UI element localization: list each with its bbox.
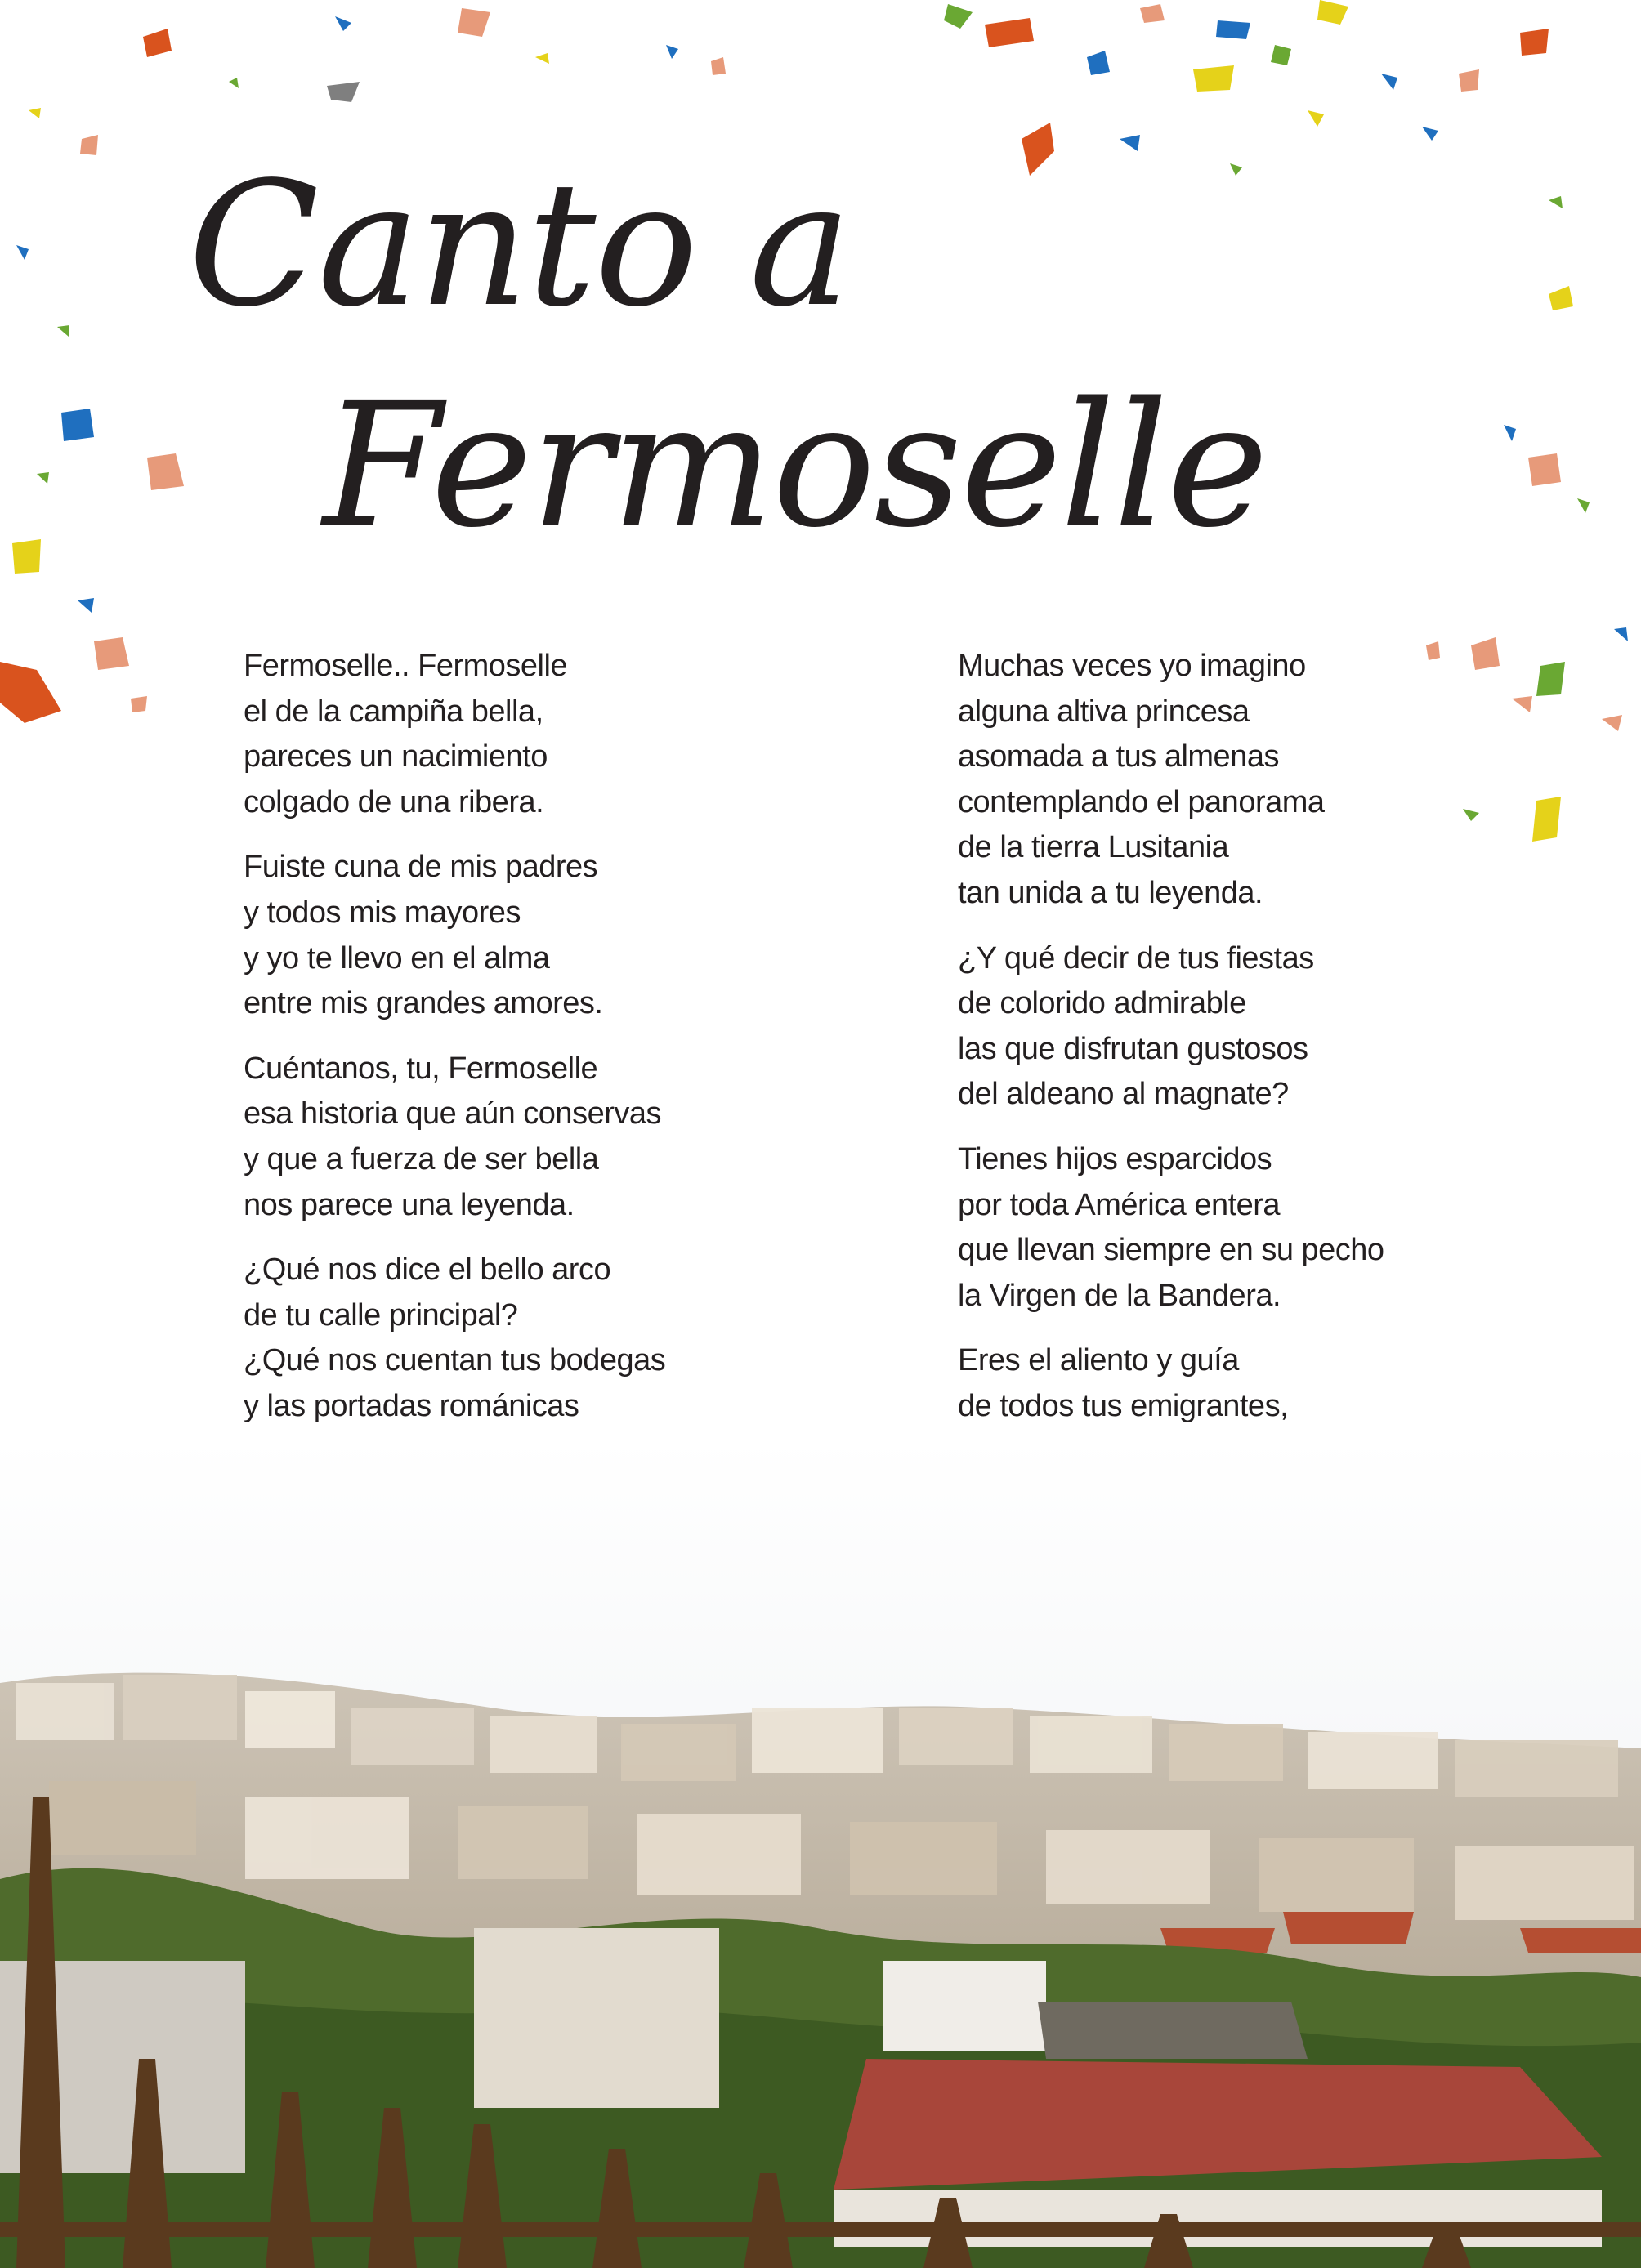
poem-line: de la tierra Lusitania [958,830,1229,865]
poem-line: y yo te llevo en el alma [244,940,550,976]
stanza [244,644,865,825]
stanza [958,644,1579,917]
poem-line: Fermoselle.. Fermoselle [244,649,568,683]
poem-line: Muchas veces yo imagino [958,649,1306,683]
poem-line: tan unida a tu leyenda. [958,875,1263,910]
poem-line: las que disfrutan gustosos [958,1031,1308,1066]
poem-line: nos parece una leyenda. [244,1187,575,1222]
poem-line: entre mis grandes amores. [244,986,603,1021]
poem-line: de colorido admirable [958,986,1246,1021]
poem-line: contemplando el panorama [958,784,1325,819]
poem-line: ¿Qué nos dice el bello arco [244,1252,611,1288]
poem-line: ¿Qué nos cuentan tus bodegas [244,1343,666,1378]
poem-line: pareces un nacimiento [244,739,548,775]
poem-line: y que a fuerza de ser bella [244,1141,599,1176]
poem-line: colgado de una ribera. [244,784,544,819]
stanza [244,1047,865,1228]
poem-line: el de la campiña bella, [244,694,543,729]
poem-title-line-2: Fermoselle [323,365,1268,565]
poem-line: que llevan siempre en su pecho [958,1233,1384,1268]
poem-line: Eres el aliento y guía [958,1343,1239,1378]
poem-line: Fuiste cuna de mis padres [244,850,598,885]
poem-line: Tienes hijos esparcidos [958,1141,1272,1176]
poem-line: por toda América entera [958,1187,1281,1222]
stanza [244,845,865,1026]
poem-line: de todos tus emigrantes, [958,1388,1289,1423]
poem-line: la Virgen de la Bandera. [958,1278,1281,1313]
poem-line: asomada a tus almenas [958,739,1279,775]
poem-title-line-1: Canto a [188,145,850,345]
poem-line: Cuéntanos, tu, Fermoselle [244,1051,598,1086]
poem-line: y las portadas románicas [244,1388,579,1423]
poem-line: y todos mis mayores [244,895,521,930]
town-landscape-photo [0,1438,1641,2268]
poem-line: ¿Y qué decir de tus fiestas [958,940,1314,976]
stanza [958,936,1579,1118]
poem-line: alguna altiva princesa [958,694,1250,729]
poem-line: del aldeano al magnate? [958,1077,1289,1112]
poem-line: de tu calle principal? [244,1297,518,1333]
poem-line: esa historia que aún conservas [244,1096,661,1132]
stanza [958,1137,1579,1319]
